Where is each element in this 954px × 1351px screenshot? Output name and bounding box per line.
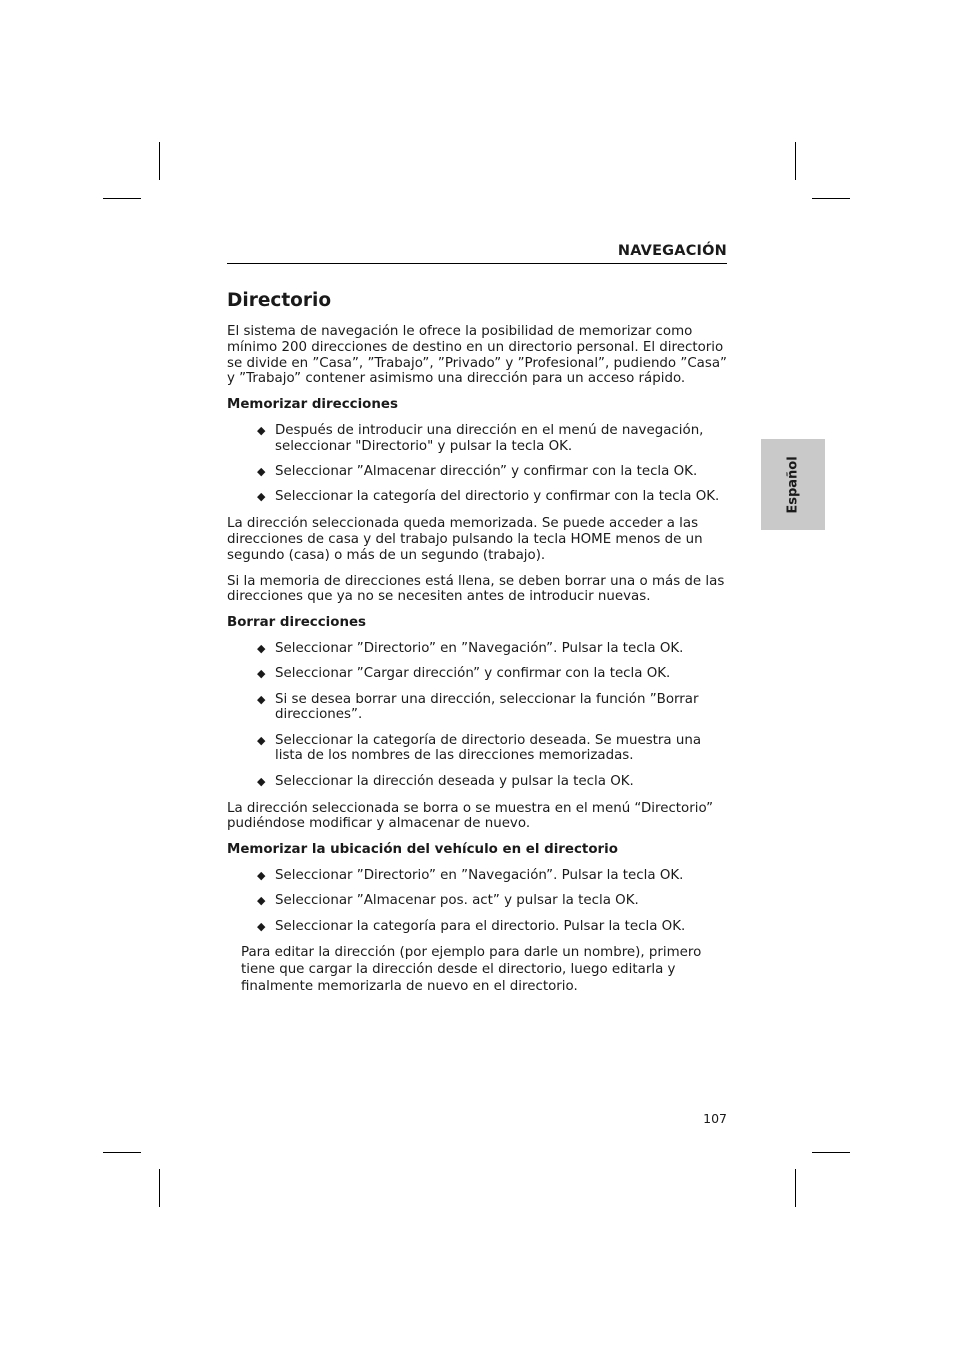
list-item-text: Si se desea borrar una dirección, seleccionar la función ”Borrar direcciones”. xyxy=(275,691,699,723)
step-list xyxy=(227,423,727,505)
list-item-text: Después de introducir una dirección en el menú de navegación, seleccionar "Directorio" y pulsar la tecla OK. xyxy=(275,422,704,454)
list-item xyxy=(227,641,727,657)
crop-mark xyxy=(812,198,850,199)
list-item xyxy=(227,919,727,935)
intro-paragraph: El sistema de navegación le ofrece la posibilidad de memorizar como mínimo 200 direcciones de destino en un directorio personal. El directorio se divide en ”Casa”, ”Trabajo”, ”Privado” y ”Profesional”, pudiendo ”Casa” y ”Trabajo” contener asimismo una dirección para un acceso rápido. xyxy=(227,324,727,387)
diamond-bullet-icon: ◆ xyxy=(257,868,266,882)
crop-mark xyxy=(103,198,141,199)
section-heading: Memorizar la ubicación del vehículo en el directorio xyxy=(227,842,618,858)
section-heading: Borrar direcciones xyxy=(227,615,367,631)
section-heading: Memorizar direcciones xyxy=(227,397,398,413)
page-number: 107 xyxy=(703,1111,727,1126)
list-item-text: Seleccionar la dirección deseada y pulsar la tecla OK. xyxy=(275,773,634,789)
header-rule xyxy=(227,263,727,264)
diamond-bullet-icon: ◆ xyxy=(257,692,266,706)
diamond-bullet-icon: ◆ xyxy=(257,894,266,908)
diamond-bullet-icon: ◆ xyxy=(257,667,266,681)
list-item xyxy=(227,893,727,909)
diamond-bullet-icon: ◆ xyxy=(257,641,266,655)
crop-mark xyxy=(159,1169,160,1207)
language-tab-label: Español xyxy=(785,455,801,514)
list-item xyxy=(227,464,727,480)
page-title: Directorio xyxy=(227,290,332,311)
list-item-text: Seleccionar ”Directorio” en ”Navegación”. Pulsar la tecla OK. xyxy=(275,867,684,883)
list-item-text: Seleccionar ”Almacenar dirección” y confirmar con la tecla OK. xyxy=(275,464,698,480)
list-item xyxy=(227,692,727,724)
note-paragraph: Para editar la dirección (por ejemplo para darle un nombre), primero tiene que cargar la dirección desde el directorio, luego editarla y finalmente memorizarla de nuevo en el directorio. xyxy=(241,944,702,994)
step-list xyxy=(227,641,727,790)
list-item-text: Seleccionar ”Almacenar pos. act” y pulsar la tecla OK. xyxy=(275,893,639,909)
crop-mark xyxy=(103,1152,141,1153)
language-tab xyxy=(761,439,825,530)
diamond-bullet-icon: ◆ xyxy=(257,919,266,933)
list-item-text: Seleccionar la categoría de directorio deseada. Se muestra una lista de los nombres de las direcciones memorizadas. xyxy=(275,732,702,764)
list-item-text: Seleccionar ”Directorio” en ”Navegación”. Pulsar la tecla OK. xyxy=(275,640,684,656)
list-item-text: Seleccionar ”Cargar dirección” y confirmar con la tecla OK. xyxy=(275,666,671,682)
crop-mark xyxy=(795,1169,796,1207)
diamond-bullet-icon: ◆ xyxy=(257,733,266,747)
list-item xyxy=(227,774,727,790)
list-item xyxy=(227,666,727,682)
section-header: NAVEGACIÓN xyxy=(617,243,727,259)
diamond-bullet-icon: ◆ xyxy=(257,774,266,788)
list-item-text: Seleccionar la categoría del directorio y confirmar con la tecla OK. xyxy=(275,489,720,505)
list-item xyxy=(227,423,727,455)
list-item xyxy=(227,868,727,884)
diamond-bullet-icon: ◆ xyxy=(257,423,266,437)
list-item-text: Seleccionar la categoría para el directorio. Pulsar la tecla OK. xyxy=(275,918,686,934)
crop-mark xyxy=(795,142,796,180)
diamond-bullet-icon: ◆ xyxy=(257,490,266,504)
body-paragraph: La dirección seleccionada se borra o se muestra en el menú “Directorio” pudiéndose modificar y almacenar de nuevo. xyxy=(227,800,714,832)
crop-mark xyxy=(812,1152,850,1153)
diamond-bullet-icon: ◆ xyxy=(257,465,266,479)
step-list xyxy=(227,868,727,934)
list-item xyxy=(227,489,727,505)
body-paragraph: La dirección seleccionada queda memorizada. Se puede acceder a las direcciones de casa y del trabajo pulsando la tecla HOME menos de un segundo (casa) o más de un segundo (trabajo). xyxy=(227,516,703,563)
crop-mark xyxy=(159,142,160,180)
body-paragraph: Si la memoria de direcciones está llena, se deben borrar una o más de las direcciones que ya no se necesiten antes de introducir nuevas. xyxy=(227,573,725,605)
page-content xyxy=(227,290,727,1005)
list-item xyxy=(227,733,727,765)
